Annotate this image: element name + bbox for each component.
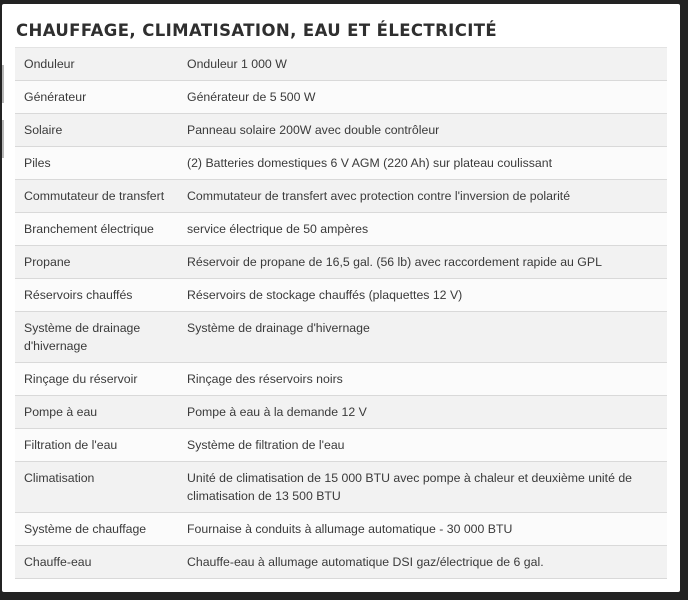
spec-row	[15, 246, 667, 279]
spec-row	[15, 462, 667, 513]
spec-row	[15, 114, 667, 147]
spec-label: Onduleur	[24, 57, 75, 71]
spec-row	[15, 180, 667, 213]
spec-label: Pompe à eau	[24, 405, 98, 419]
spec-value: Pompe à eau à la demande 12 V	[187, 405, 367, 419]
spec-value: Onduleur 1 000 W	[187, 57, 287, 71]
spec-table	[15, 47, 667, 579]
spec-value: Système de filtration de l'eau	[187, 438, 345, 452]
spec-row	[15, 396, 667, 429]
spec-row	[15, 213, 667, 246]
spec-value: (2) Batteries domestiques 6 V AGM (220 Ah) sur plateau coulissant	[187, 156, 552, 170]
spec-row	[15, 279, 667, 312]
section-title: CHAUFFAGE, CLIMATISATION, EAU ET ÉLECTRICITÉ	[16, 21, 498, 40]
spec-row	[15, 513, 667, 546]
spec-row	[15, 147, 667, 180]
spec-label: Branchement électrique	[24, 222, 154, 236]
spec-row	[15, 312, 667, 363]
spec-value: Panneau solaire 200W avec double contrôleur	[187, 123, 440, 137]
spec-label: Rinçage du réservoir	[24, 372, 138, 386]
spec-value: Chauffe-eau à allumage automatique DSI gaz/électrique de 6 gal.	[187, 555, 544, 569]
spec-value: Réservoir de propane de 16,5 gal. (56 lb) avec raccordement rapide au GPL	[187, 255, 602, 269]
spec-value: service électrique de 50 ampères	[187, 222, 369, 236]
spec-value: Réservoirs de stockage chauffés (plaquettes 12 V)	[187, 288, 463, 302]
spec-label: Piles	[24, 156, 51, 170]
spec-label: Filtration de l'eau	[24, 438, 118, 452]
spec-value: Rinçage des réservoirs noirs	[187, 372, 343, 386]
spec-row	[15, 81, 667, 114]
spec-label: Solaire	[24, 123, 63, 137]
spec-row	[15, 363, 667, 396]
spec-label: Commutateur de transfert	[24, 189, 165, 203]
spec-label: Réservoirs chauffés	[24, 288, 133, 302]
spec-label: Système de chauffage	[24, 522, 147, 536]
spec-panel	[2, 4, 680, 592]
spec-label: Propane	[24, 255, 71, 269]
spec-row	[15, 546, 667, 579]
spec-value: Générateur de 5 500 W	[187, 90, 316, 104]
spec-label: Climatisation	[24, 471, 95, 485]
spec-row	[15, 429, 667, 462]
spec-value: Commutateur de transfert avec protection contre l'inversion de polarité	[187, 189, 571, 203]
spec-label: Générateur	[24, 90, 87, 104]
spec-value: Fournaise à conduits à allumage automatique - 30 000 BTU	[187, 522, 513, 536]
panel-edge-mark	[2, 120, 4, 158]
spec-value: Unité de climatisation de 15 000 BTU avec pompe à chaleur et deuxième unité de climatisation de 13 500 BTU	[187, 471, 632, 503]
spec-value: Système de drainage d'hivernage	[187, 321, 370, 335]
spec-row	[15, 48, 667, 81]
spec-label: Chauffe-eau	[24, 555, 92, 569]
spec-label: Système de drainage d'hivernage	[24, 321, 141, 353]
panel-edge-mark	[2, 65, 4, 103]
